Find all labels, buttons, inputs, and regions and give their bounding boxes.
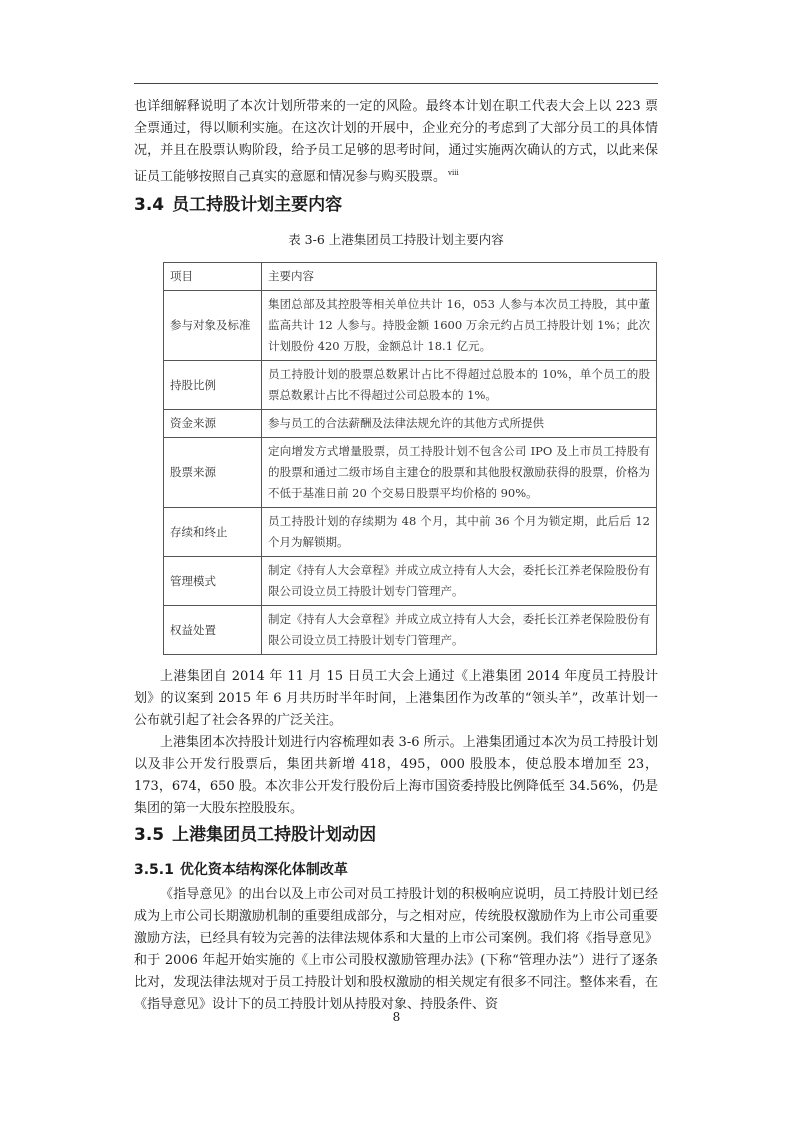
table-header-item: 项目 — [164, 263, 262, 291]
table-header-row — [164, 263, 657, 291]
table-row — [164, 508, 657, 557]
row-content: 制定《持有人大会章程》并成立成立持有人大会，委托长江养老保险股份有限公司设立员工持股计划专门管理产。 — [262, 606, 657, 655]
table-caption: 表 3-6 上港集团员工持股计划主要内容 — [288, 232, 504, 247]
table-row — [164, 557, 657, 606]
row-item: 持股比例 — [164, 361, 262, 410]
paragraph-2: 上港集团自 2014 年 11 月 15 日员工大会上通过《上港集团 2014 年度员工持股计划》的议案到 2015 年 6 月共历时半年时间，上港集团作为改革的“领头羊”，改革计划一公布就引起了社会各界的广泛关注。 — [134, 669, 658, 728]
page-number: 8 — [392, 1010, 401, 1024]
table-row — [164, 438, 657, 508]
table-row — [164, 410, 657, 438]
table-row — [164, 291, 657, 361]
row-content: 员工持股计划的股票总数累计占比不得超过总股本的 10%，单个员工的股票总数累计占比不得超过公司总股本的 1%。 — [262, 361, 657, 410]
paragraph-3: 上港集团本次持股计划进行内容梳理如表 3-6 所示。上港集团通过本次为员工持股计划以及非公开发行股票后，集团共新增 418，495，000 股股本，使总股本增加至 23，173，674，650 股。本次非公开发行股份后上海市国资委持股比例降低至 34.56%，仍是集团的第一大股东控股股东。 — [134, 735, 658, 816]
section-title: 上港集团员工持股计划动因 — [172, 825, 377, 845]
table-row — [164, 606, 657, 655]
intro-text: 也详细解释说明了本次计划所带来的一定的风险。最终本计划在职工代表大会上以 223 票全票通过，得以顺利实施。在这次计划的开展中，企业充分的考虑到了大部分员工的具体情况，并且在股票认购阶段，给予员工足够的思考时间，通过实施两次确认的方式，以此来保证员工能够按照自己真实的意愿和情况参与购买股票。 — [134, 99, 658, 185]
employee-stock-plan-table — [163, 262, 657, 655]
section-3-4-heading — [134, 190, 342, 215]
subsection-number: 3.5.1 — [134, 862, 174, 878]
row-content: 员工持股计划的存续期为 48 个月，其中前 36 个月为锁定期，此后后 12 个月为解锁期。 — [262, 508, 657, 557]
section-number: 3.5 — [134, 825, 165, 845]
row-item: 管理模式 — [164, 557, 262, 606]
row-content: 定向增发方式增量股票，员工持股计划不包含公司 IPO 及上市员工持股有的股票和通过二级市场自主建仓的股票和其他股权激励获得的股票，价格为不低于基准日前 20 个交易日股票平均价格的 90%。 — [262, 438, 657, 508]
header-rule — [134, 83, 658, 84]
row-item: 权益处置 — [164, 606, 262, 655]
section-3-5-heading — [134, 820, 376, 845]
paragraph-4: 《指导意见》的出台以及上市公司对员工持股计划的积极响应说明，员工持股计划已经成为上市公司长期激励机制的重要组成部分，与之相对应，传统股权激励作为上市公司重要激励方法，已经具有较为完善的法律法规体系和大量的上市公司案例。我们将《指导意见》和于 2006 年起开始实施的《上市公司股权激励管理办法》(下称“管理办法”）进行了逐条比对，发现法律法规对于员工持股计划和股权激励的相关规定有很多不同注。整体来看，在《指导意见》设计下的员工持股计划从持股对象、持股条件、资 — [134, 887, 658, 1012]
table-row — [164, 361, 657, 410]
row-item: 存续和终止 — [164, 508, 262, 557]
row-content: 参与员工的合法薪酬及法律法规允许的其他方式所提供 — [262, 410, 657, 438]
footnote-marker: viii — [448, 169, 459, 177]
table-header-content: 主要内容 — [262, 263, 657, 291]
section-number: 3.4 — [134, 195, 165, 215]
subsection-title: 优化资本结构深化体制改革 — [179, 862, 348, 878]
row-item: 股票来源 — [164, 438, 262, 508]
section-3-5-1-heading — [134, 859, 348, 879]
row-content: 集团总部及其控股等相关单位共计 16，053 人参与本次员工持股，其中董监高共计 12 人参与。持股金额 1600 万余元约占员工持股计划 1%；此次计划股份 420 万股，金额总计 18.1 亿元。 — [262, 291, 657, 361]
intro-paragraph — [134, 96, 658, 188]
row-item: 资金来源 — [164, 410, 262, 438]
row-content: 制定《持有人大会章程》并成立成立持有人大会，委托长江养老保险股份有限公司设立员工持股计划专门管理产。 — [262, 557, 657, 606]
section-title: 员工持股计划主要内容 — [172, 195, 343, 215]
row-item: 参与对象及标准 — [164, 291, 262, 361]
